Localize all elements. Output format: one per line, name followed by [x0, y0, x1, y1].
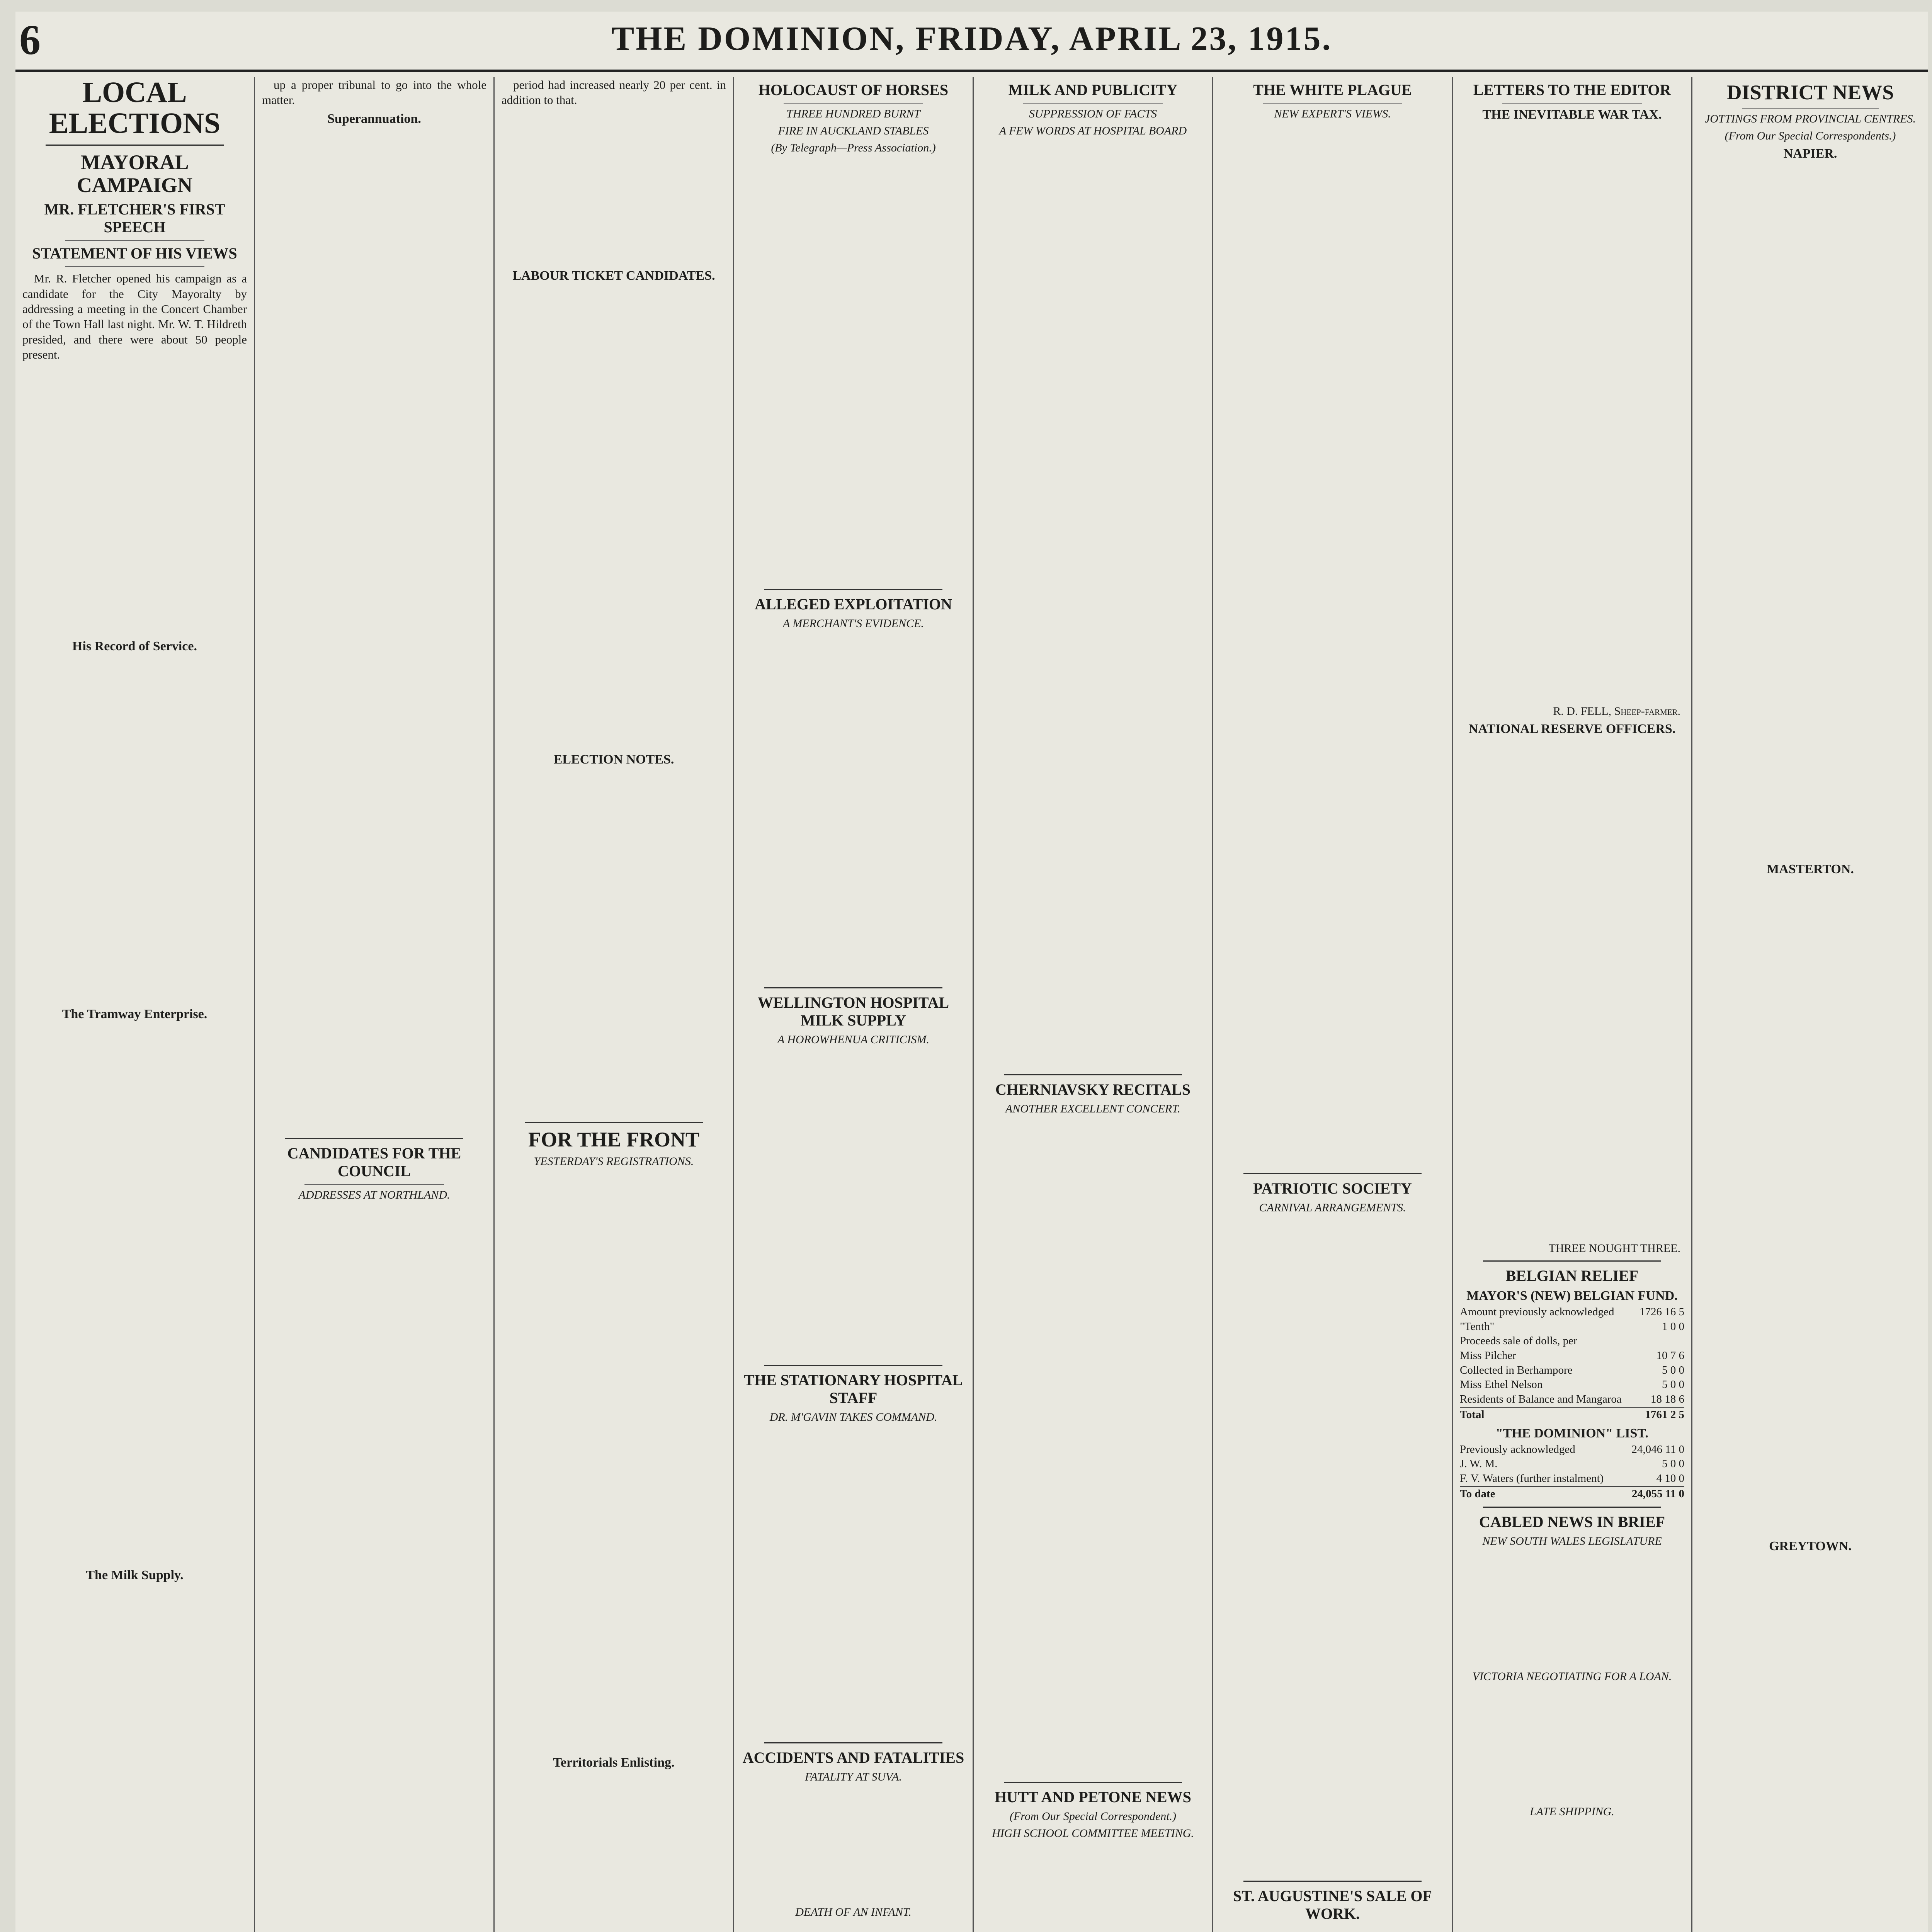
letter-signature: THREE NOUGHT THREE.: [1548, 1242, 1680, 1255]
subheadline: MR. FLETCHER'S FIRST SPEECH: [44, 201, 225, 236]
divider: [65, 266, 204, 267]
divider: [764, 589, 942, 590]
ledger-label: To date: [1460, 1487, 1495, 1500]
subheadline: STATEMENT OF HIS VIEWS: [32, 245, 237, 262]
divider: [285, 1138, 463, 1139]
donation-ledger: [1460, 1305, 1684, 1422]
divider: [784, 103, 923, 104]
column-7: [1453, 77, 1692, 1932]
side-heading: The Milk Supply.: [86, 1568, 184, 1582]
subheadline: (From Our Special Correspondents.): [1725, 129, 1896, 143]
subheadline: A HOROWHENUA CRITICISM.: [777, 1033, 930, 1046]
ledger-value: 1761 2 5: [1645, 1408, 1684, 1421]
ledger-label: J. W. M.: [1460, 1458, 1498, 1470]
ledger-label: Miss Pilcher: [1460, 1349, 1516, 1362]
article-body-text: [1460, 1822, 1684, 1932]
headline: FOR THE FRONT: [528, 1128, 700, 1151]
ledger-row: [1460, 1442, 1684, 1457]
ledger-value: 5 0 0: [1662, 1458, 1684, 1470]
article-body-text: [502, 769, 726, 1116]
side-heading: Superannuation.: [327, 111, 421, 126]
column-3: [495, 77, 734, 1932]
subheadline: NEW EXPERT'S VIEWS.: [1274, 107, 1391, 120]
article-body-text: [22, 365, 247, 635]
column-8: [1692, 77, 1928, 1932]
subheadline: LATE SHIPPING.: [1530, 1805, 1614, 1818]
ledger-label: Miss Ethel Nelson: [1460, 1378, 1543, 1391]
article-body-text: [502, 1172, 726, 1752]
headline: WELLINGTON HOSPITAL MILK SUPPLY: [757, 994, 949, 1029]
article-body-text: [262, 128, 486, 1133]
divider: [1263, 103, 1402, 104]
article-body-text: [1220, 1218, 1445, 1875]
divider: [1742, 108, 1879, 109]
ledger-total: [1460, 1486, 1684, 1502]
article-body-text: [262, 1206, 486, 1932]
headline: BELGIAN RELIEF: [1505, 1267, 1639, 1284]
article-body-text: [1220, 1927, 1445, 1932]
section-heading: DISTRICT NEWS: [1726, 81, 1894, 104]
article-body-text: [22, 655, 247, 1003]
divider: [1023, 103, 1163, 104]
divider: [1502, 103, 1642, 104]
ledger-value: 1 0 0: [1662, 1320, 1684, 1333]
ledger-row: [1460, 1471, 1684, 1486]
letter-signature: R. D. FELL, Sheep-farmer.: [1553, 705, 1680, 718]
ledger-value: 4 10 0: [1656, 1472, 1684, 1485]
ledger-label: Proceeds sale of dolls, per: [1460, 1335, 1577, 1347]
ledger-label: Collected in Berhampore: [1460, 1364, 1573, 1376]
subheadline: DEATH OF AN INFANT.: [795, 1906, 912, 1918]
column-5: [974, 77, 1213, 1932]
subheadline: "THE DOMINION" LIST.: [1495, 1426, 1649, 1440]
article-body-text: [1460, 124, 1684, 703]
ledger-value: 5 0 0: [1662, 1364, 1684, 1376]
article-body-text: [502, 285, 726, 748]
article-body-text: [1460, 1687, 1684, 1803]
article-body-text: [1460, 1552, 1684, 1668]
article-body-text: [502, 110, 726, 265]
headline: HOLOCAUST OF HORSES: [758, 81, 949, 99]
divider: [1243, 1881, 1422, 1882]
divider: [65, 240, 204, 241]
article-body-text: [741, 1428, 966, 1737]
ledger-label: Total: [1460, 1408, 1485, 1421]
side-heading: The Tramway Enterprise.: [62, 1007, 207, 1021]
ledger-row: [1460, 1305, 1684, 1320]
section-heading: LOCAL ELECTIONS: [49, 77, 221, 139]
dateline: (By Telegraph—Press Association.): [771, 141, 936, 154]
ledger-label: Amount previously acknowledged: [1460, 1306, 1614, 1318]
ledger-row: [1460, 1334, 1684, 1349]
article-continuation: up a proper tribunal to go into the whole matter.: [262, 78, 486, 107]
ledger-value: 24,055 11 0: [1631, 1487, 1684, 1500]
divider: [46, 145, 224, 146]
headline: CABLED NEWS IN BRIEF: [1479, 1513, 1665, 1531]
article-body-text: [981, 1844, 1205, 1932]
subheadline: A MERCHANT'S EVIDENCE.: [782, 617, 924, 630]
article-body-text: [1460, 738, 1684, 1240]
headline: THE STATIONARY HOSPITAL STAFF: [744, 1371, 963, 1406]
subheadline: FATALITY AT SUVA.: [805, 1770, 902, 1783]
ledger-label: Residents of Balance and Mangaroa: [1460, 1393, 1622, 1406]
donation-ledger: [1460, 1442, 1684, 1502]
article-body-text: [741, 634, 966, 982]
newspaper-title: THE DOMINION, FRIDAY, APRIL 23, 1915.: [611, 20, 1332, 58]
ledger-row: [1460, 1457, 1684, 1471]
ledger-row: [1460, 1363, 1684, 1378]
ledger-row: [1460, 1320, 1684, 1334]
side-heading: MASTERTON.: [1767, 862, 1854, 877]
side-heading: His Record of Service.: [72, 639, 197, 653]
side-heading: GREYTOWN.: [1769, 1539, 1852, 1554]
page-number: 6: [19, 16, 41, 63]
subheadline: NEW SOUTH WALES LEGISLATURE: [1482, 1535, 1662, 1548]
subheadline: ADDRESSES AT NORTHLAND.: [298, 1188, 450, 1201]
side-heading: LABOUR TICKET CANDIDATES.: [512, 268, 715, 283]
side-heading: NAPIER.: [1783, 146, 1837, 161]
article-lead: Mr. R. Fletcher opened his campaign as a candidate for the City Mayoralty by addressing a meeting in the Concert Chamber of the Town Hall last night. Mr. W. T. Hildreth presided, and there were about 50 people present.: [22, 272, 247, 362]
article-body-text: [1699, 163, 1921, 858]
divider: [1483, 1507, 1661, 1508]
ledger-value: 10 7 6: [1656, 1349, 1684, 1362]
subheadline: ANOTHER EXCELLENT CONCERT.: [1005, 1102, 1181, 1115]
column-1: [15, 77, 255, 1932]
headline: ALLEGED EXPLOITATION: [755, 595, 952, 613]
article-body-text: [981, 141, 1205, 1069]
headline: ACCIDENTS AND FATALITIES: [742, 1749, 964, 1766]
subheadline: A FEW WORDS AT HOSPITAL BOARD: [999, 124, 1187, 137]
column-2: [255, 77, 495, 1932]
ledger-label: F. V. Waters (further instalment): [1460, 1472, 1604, 1485]
article-body-text: [741, 1923, 966, 1932]
article-body-text: [741, 1050, 966, 1359]
ledger-label: Previously acknowledged: [1460, 1443, 1575, 1456]
article-body-text: [22, 1584, 247, 1932]
article-body-text: [1220, 124, 1445, 1168]
column-4: [734, 77, 974, 1932]
ledger-value: 18 18 6: [1651, 1393, 1684, 1406]
divider: [1004, 1782, 1182, 1783]
ledger-value: 5 0 0: [1662, 1378, 1684, 1391]
headline: MILK AND PUBLICITY: [1008, 81, 1178, 99]
headline: HUTT AND PETONE NEWS: [995, 1788, 1191, 1806]
divider: [525, 1122, 703, 1123]
side-heading: ELECTION NOTES.: [553, 752, 674, 767]
article-body-text: [741, 158, 966, 583]
article-body-text: [1699, 878, 1921, 1535]
side-heading: NATIONAL RESERVE OFFICERS.: [1468, 722, 1676, 736]
newspaper-page: [15, 12, 1928, 1932]
subheadline: YESTERDAY'S REGISTRATIONS.: [534, 1155, 694, 1168]
divider: [764, 1365, 942, 1366]
side-heading: THE INEVITABLE WAR TAX.: [1482, 107, 1662, 122]
divider: [304, 1184, 444, 1185]
section-heading: LETTERS TO THE EDITOR: [1473, 81, 1671, 99]
divider: [764, 987, 942, 988]
divider: [1243, 1173, 1422, 1174]
divider: [764, 1742, 942, 1743]
subheadline: SUPPRESSION OF FACTS: [1029, 107, 1157, 120]
ledger-value: 24,046 11 0: [1631, 1443, 1684, 1456]
columns: [15, 77, 1928, 1932]
subheadline: THREE HUNDRED BURNT: [786, 107, 920, 120]
side-heading: Territorials Enlisting.: [553, 1755, 675, 1770]
subheadline: JOTTINGS FROM PROVINCIAL CENTRES.: [1704, 112, 1916, 126]
subheadline: HIGH SCHOOL COMMITTEE MEETING.: [992, 1827, 1194, 1840]
headline: PATRIOTIC SOCIETY: [1253, 1180, 1412, 1197]
ledger-row: [1460, 1349, 1684, 1363]
masthead: [15, 12, 1928, 72]
headline: THE WHITE PLAGUE: [1253, 81, 1412, 99]
subheadline: MAYOR'S (NEW) BELGIAN FUND.: [1466, 1289, 1678, 1303]
article-continuation: period had increased nearly 20 per cent. in addition to that.: [502, 78, 726, 107]
subheadline: DR. M'GAVIN TAKES COMMAND.: [769, 1411, 937, 1423]
headline: MAYORAL CAMPAIGN: [77, 150, 192, 197]
divider: [1004, 1074, 1182, 1075]
ledger-value: 1726 16 5: [1639, 1306, 1684, 1318]
article-body-text: [1699, 1555, 1921, 1932]
article-body-text: [981, 1119, 1205, 1776]
subheadline: (From Our Special Correspondent.): [1009, 1810, 1177, 1823]
column-6: [1213, 77, 1453, 1932]
subheadline: VICTORIA NEGOTIATING FOR A LOAN.: [1472, 1670, 1672, 1683]
ledger-total: [1460, 1407, 1684, 1422]
subheadline: CARNIVAL ARRANGEMENTS.: [1259, 1201, 1406, 1214]
subheadline: FIRE IN AUCKLAND STABLES: [778, 124, 929, 137]
divider: [1483, 1260, 1661, 1262]
article-body-text: [741, 1787, 966, 1903]
headline: CHERNIAVSKY RECITALS: [995, 1081, 1190, 1098]
article-body-text: [22, 1023, 247, 1564]
article-body-text: [502, 1772, 726, 1932]
headline: ST. AUGUSTINE'S SALE OF WORK.: [1233, 1887, 1432, 1922]
ledger-row: [1460, 1392, 1684, 1407]
headline: CANDIDATES FOR THE COUNCIL: [287, 1144, 461, 1180]
ledger-label: "Tenth": [1460, 1320, 1495, 1333]
ledger-row: [1460, 1378, 1684, 1392]
